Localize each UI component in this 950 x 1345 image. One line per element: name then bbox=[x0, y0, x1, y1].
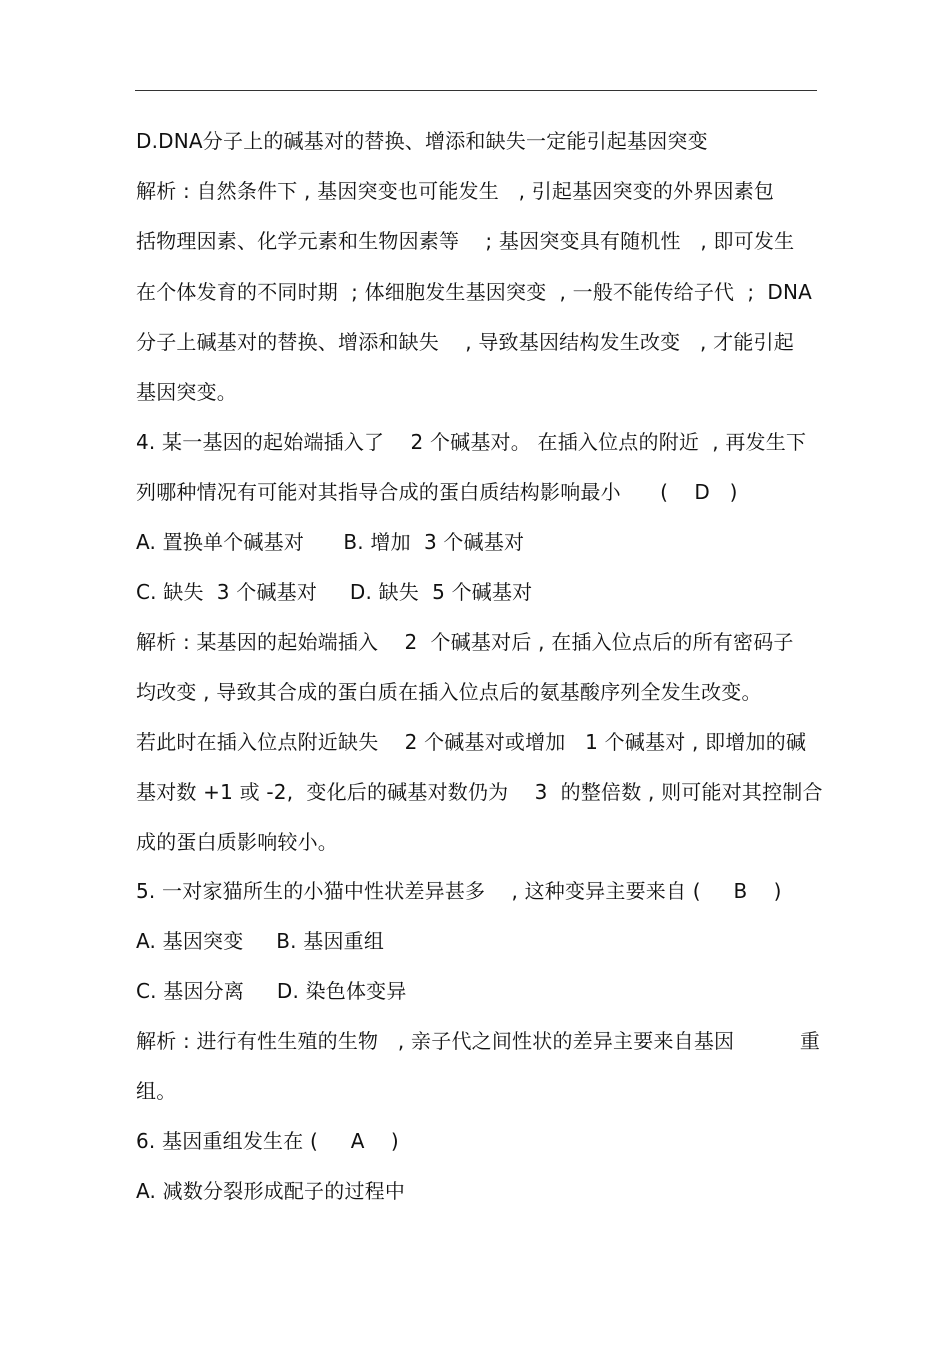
text-line: 列哪种情况有可能对其指导合成的蛋白质结构影响最小 ( D ) bbox=[136, 480, 738, 504]
header-rule bbox=[135, 90, 817, 91]
text-line: 基因突变。 bbox=[136, 380, 237, 404]
option-line: C. 基因分离 D. 染色体变异 bbox=[136, 979, 407, 1003]
text-line: 解析 : 自然条件下 , 基因突变也可能发生 , 引起基因突变的外界因素包 bbox=[136, 179, 775, 203]
text-line: 均改变 , 导致其合成的蛋白质在插入位点后的氨基酸序列全发生改变。 bbox=[136, 680, 762, 704]
text-line: 基对数 +1 或 -2, 变化后的碱基对数仍为 3 的整倍数 , 则可能对其控制合 bbox=[136, 780, 823, 804]
text-line: 若此时在插入位点附近缺失 2 个碱基对或增加 1 个碱基对 , 即增加的碱 bbox=[136, 730, 807, 754]
text-line: 成的蛋白质影响较小。 bbox=[136, 830, 338, 854]
text-line: 分子上碱基对的替换、增添和缺失 , 导致基因结构发生改变 , 才能引起 bbox=[136, 330, 794, 354]
question-4: 4. 某一基因的起始端插入了 2 个碱基对。 在插入位点的附近 , 再发生下 bbox=[136, 430, 807, 454]
text-line: 解析 : 某基因的起始端插入 2 个碱基对后 , 在插入位点后的所有密码子 bbox=[136, 630, 794, 654]
text-line: 解析 : 进行有性生殖的生物 , 亲子代之间性状的差异主要来自基因 重 bbox=[136, 1029, 821, 1053]
option-line: A. 减数分裂形成配子的过程中 bbox=[136, 1179, 406, 1203]
option-line: A. 基因突变 B. 基因重组 bbox=[136, 929, 385, 953]
text-line: D.DNA分子上的碱基对的替换、增添和缺失一定能引起基因突变 bbox=[136, 129, 708, 153]
text-line: 括物理因素、化学元素和生物因素等 ; 基因突变具有随机性 , 即可发生 bbox=[136, 229, 795, 253]
question-5: 5. 一对家猫所生的小猫中性状差异甚多 , 这种变异主要来自 ( B ) bbox=[136, 879, 782, 903]
option-line: C. 缺失 3 个碱基对 D. 缺失 5 个碱基对 bbox=[136, 580, 533, 604]
option-line: A. 置换单个碱基对 B. 增加 3 个碱基对 bbox=[136, 530, 525, 554]
question-6: 6. 基因重组发生在 ( A ) bbox=[136, 1129, 399, 1153]
text-line: 组。 bbox=[136, 1079, 177, 1103]
text-line: 在个体发育的不同时期 ; 体细胞发生基因突变 , 一般不能传给子代 ; DNA bbox=[136, 280, 813, 304]
